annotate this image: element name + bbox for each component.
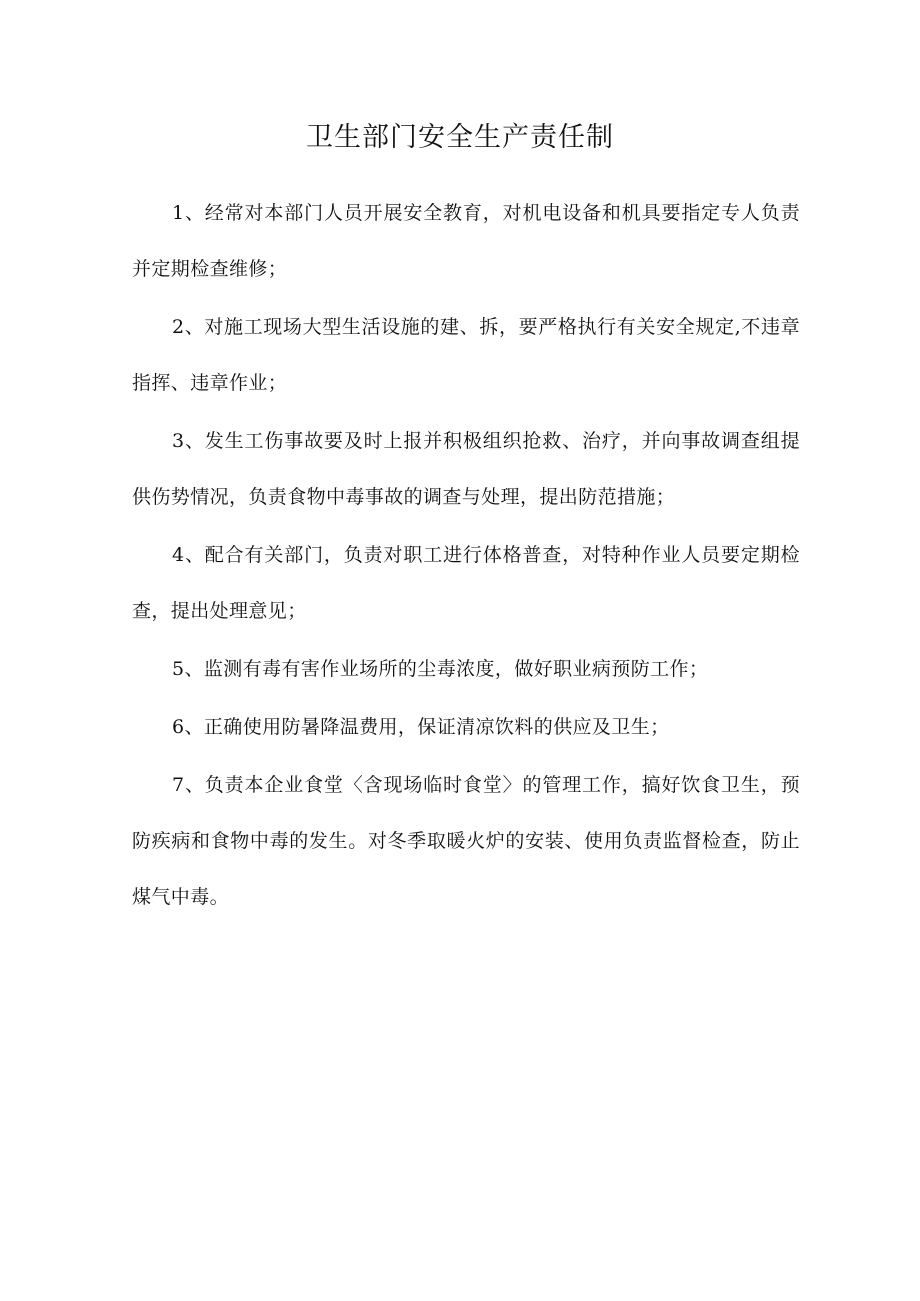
responsibility-item-4: 4、配合有关部门，负责对职工进行体格普查，对特种作业人员要定期检查，提出处理意见； <box>132 544 800 622</box>
document-title: 卫生部门安全生产责任制 <box>306 122 614 153</box>
responsibility-item-3: 3、发生工伤事故要及时上报并积极组织抢救、治疗，并向事故调查组提供伤势情况，负责食物中毒事故的调查与处理，提出防范措施； <box>132 430 800 508</box>
responsibility-item-7: 7、负责本企业食堂〈含现场临时食堂〉的管理工作，搞好饮食卫生，预防疾病和食物中毒的发生。对冬季取暖火炉的安装、使用负责监督检查，防止煤气中毒。 <box>132 774 800 908</box>
responsibility-item-6: 6、正确使用防暑降温费用，保证清凉饮料的供应及卫生； <box>172 716 670 738</box>
responsibility-item-1: 1、经常对本部门人员开展安全教育，对机电设备和机具要指定专人负责并定期检查维修； <box>132 202 800 280</box>
document-body <box>132 185 800 927</box>
responsibility-item-2: 2、对施工现场大型生活设施的建、拆，要严格执行有关安全规定,不违章指挥、违章作业； <box>132 316 800 394</box>
responsibility-item-5: 5、监测有毒有害作业场所的尘毒浓度，做好职业病预防工作； <box>172 658 709 680</box>
